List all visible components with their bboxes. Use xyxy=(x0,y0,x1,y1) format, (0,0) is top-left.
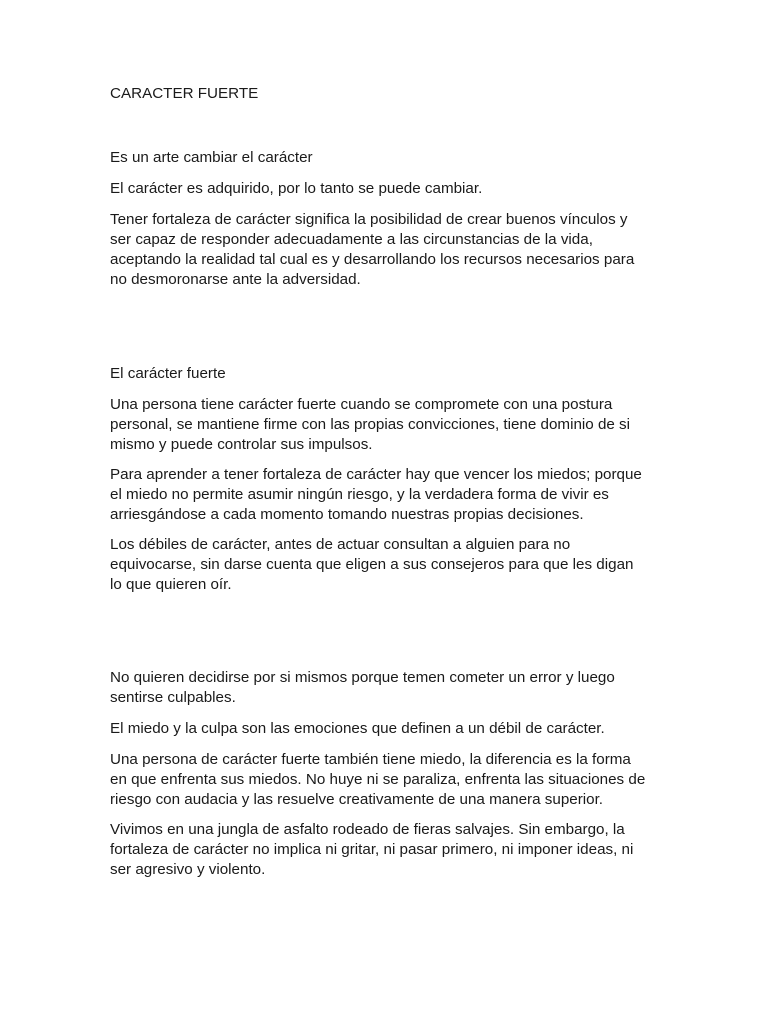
paragraph-line: ser capaz de responder adecuadamente a las circunstancias de la vida, xyxy=(110,231,593,248)
paragraph xyxy=(110,148,670,168)
paragraph-line: El carácter es adquirido, por lo tanto se puede cambiar. xyxy=(110,180,483,197)
paragraph xyxy=(110,668,670,708)
paragraph-line: Una persona de carácter fuerte también tiene miedo, la diferencia es la forma xyxy=(110,751,631,768)
paragraph xyxy=(110,210,670,290)
paragraph-line: Los débiles de carácter, antes de actuar consultan a alguien para no xyxy=(110,536,571,553)
paragraph-line: no desmoronarse ante la adversidad. xyxy=(110,271,361,288)
paragraph-line: el miedo no permite asumir ningún riesgo, y la verdadera forma de vivir es xyxy=(110,486,609,503)
paragraph xyxy=(110,719,670,739)
paragraph xyxy=(110,535,670,595)
paragraph-line: Una persona tiene carácter fuerte cuando se compromete con una postura xyxy=(110,396,613,413)
paragraph-line: mismo y puede controlar sus impulsos. xyxy=(110,436,373,453)
document-title: CARACTER FUERTE xyxy=(110,85,259,102)
paragraph-line: fortaleza de carácter no implica ni gritar, ni pasar primero, ni imponer ideas, ni xyxy=(110,841,634,858)
paragraph-line: personal, se mantiene firme con las propias convicciones, tiene dominio de si xyxy=(110,416,631,433)
paragraph xyxy=(110,820,670,880)
paragraph-line: Vivimos en una jungla de asfalto rodeado de fieras salvajes. Sin embargo, la xyxy=(110,821,625,838)
paragraph xyxy=(110,179,670,199)
paragraph-line: equivocarse, sin darse cuenta que eligen a sus consejeros para que les digan xyxy=(110,556,634,573)
paragraph-line: lo que quieren oír. xyxy=(110,576,232,593)
paragraph-line: aceptando la realidad tal cual es y desarrollando los recursos necesarios para xyxy=(110,251,635,268)
paragraph-line: El carácter fuerte xyxy=(110,365,226,382)
section-heading xyxy=(110,364,670,384)
paragraph-line: El miedo y la culpa son las emociones que definen a un débil de carácter. xyxy=(110,720,605,737)
paragraph-line: riesgo con audacia y las resuelve creativamente de una manera superior. xyxy=(110,791,604,808)
paragraph-line: Tener fortaleza de carácter significa la posibilidad de crear buenos vínculos y xyxy=(110,211,628,228)
paragraph xyxy=(110,750,670,810)
paragraph-line: Para aprender a tener fortaleza de carácter hay que vencer los miedos; porque xyxy=(110,466,642,483)
paragraph-line: sentirse culpables. xyxy=(110,689,236,706)
paragraph-line: arriesgándose a cada momento tomando nuestras propias decisiones. xyxy=(110,506,584,523)
paragraph-line: ser agresivo y violento. xyxy=(110,861,266,878)
paragraph xyxy=(110,395,670,455)
paragraph-line: Es un arte cambiar el carácter xyxy=(110,149,313,166)
paragraph-line: No quieren decidirse por si mismos porque temen cometer un error y luego xyxy=(110,669,615,686)
paragraph-line: en que enfrenta sus miedos. No huye ni se paraliza, enfrenta las situaciones de xyxy=(110,771,646,788)
paragraph xyxy=(110,465,670,525)
